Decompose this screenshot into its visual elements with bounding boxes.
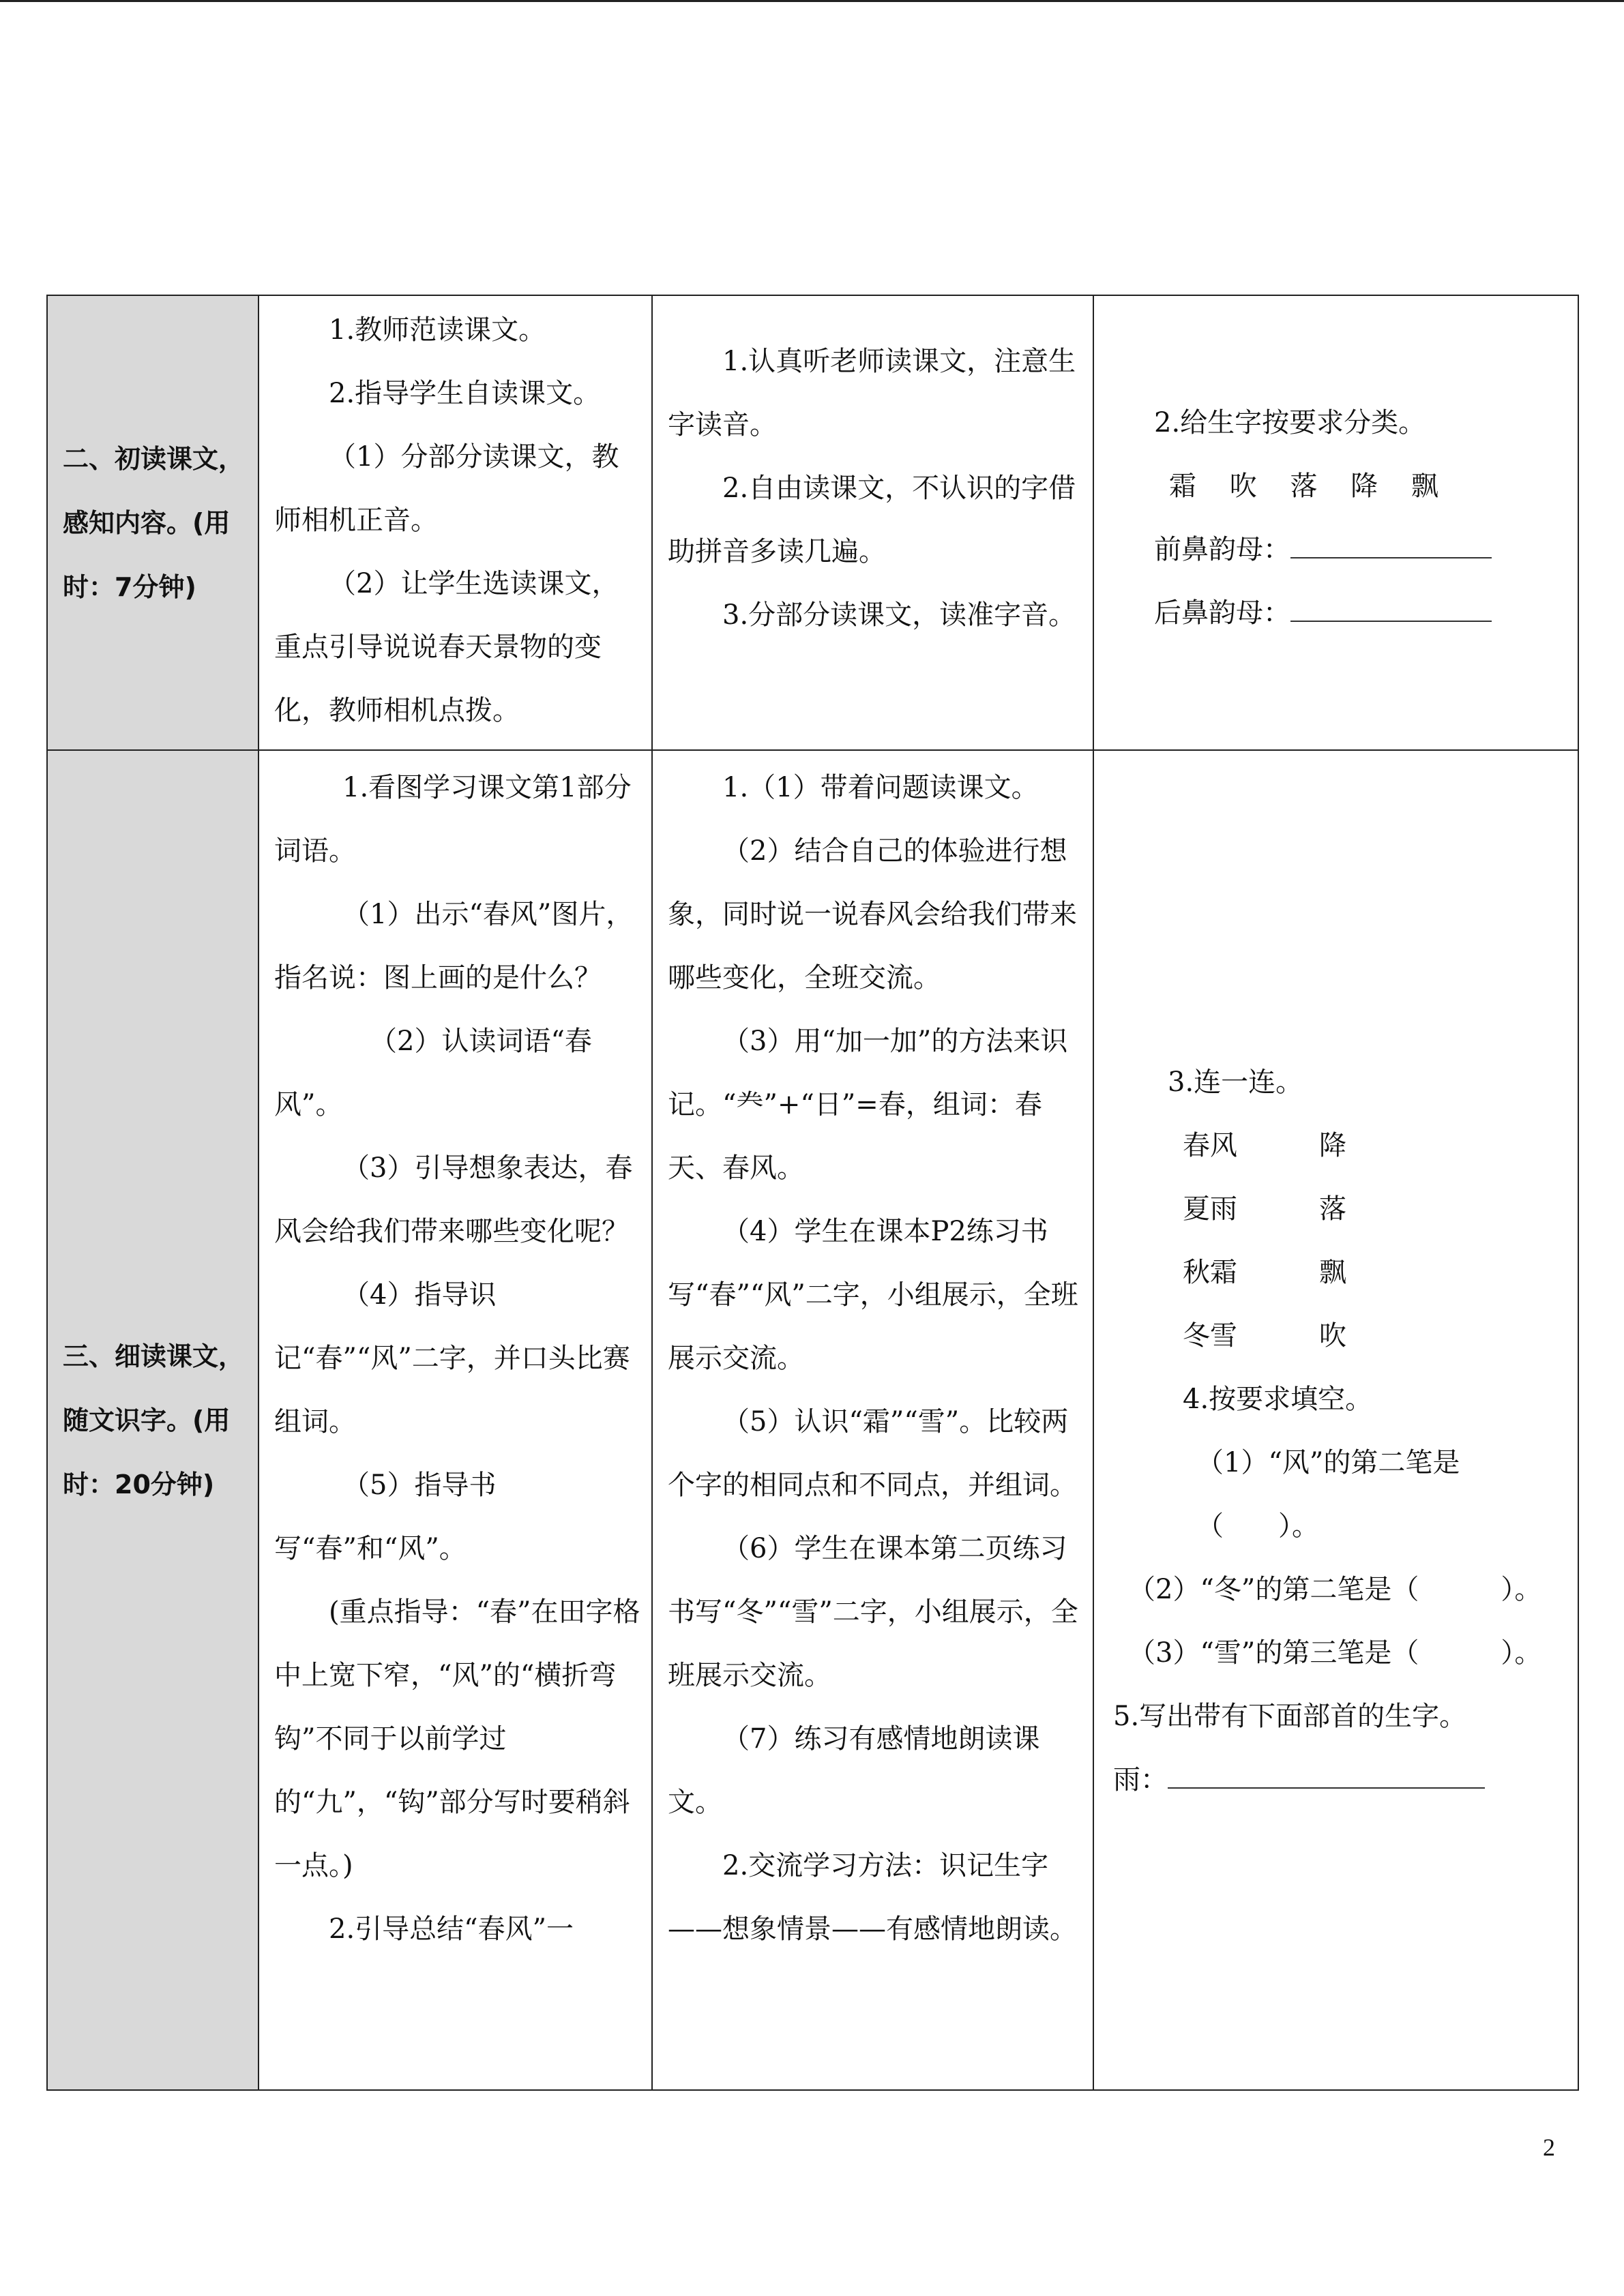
match-right[interactable]: 飘	[1319, 1257, 1346, 1288]
char-list	[1154, 455, 1564, 518]
radical-blank[interactable]	[1168, 1757, 1485, 1789]
table-row-close-reading	[47, 750, 1578, 2090]
match-left[interactable]: 春风	[1183, 1130, 1237, 1161]
student-step: （4）学生在课本P2练习书写“春”“风”二字，小组展示，全班展示交流。	[668, 1216, 1078, 1374]
stage-cell	[47, 295, 259, 750]
fill-question: （3）“雪”的第三笔是（ ）。	[1128, 1637, 1542, 1669]
teacher-step: （1）出示“春风”图片，指名说：图上画的是什么？	[274, 899, 634, 994]
teacher-step: （4）指导识记“春”“风”二字，并口头比赛组词。	[274, 1279, 630, 1437]
table-row-initial-reading	[47, 295, 1578, 750]
stage-label: 三、细读课文，随文识字。(用时：20分钟)	[63, 1341, 245, 1500]
front-nasal-label: 前鼻韵母：	[1154, 534, 1290, 565]
student-activity-cell	[652, 750, 1093, 2090]
back-nasal-label: 后鼻韵母：	[1154, 597, 1290, 629]
char-item: 落	[1290, 471, 1318, 502]
page-number: 2	[1543, 2134, 1555, 2161]
match-left[interactable]: 冬雪	[1183, 1320, 1237, 1352]
fill-question: （1）“风”的第二笔是（ ）。	[1196, 1447, 1460, 1542]
teacher-step: 2.指导学生自读课文。	[329, 378, 601, 409]
student-activity-cell	[652, 295, 1093, 750]
radical-label: 雨：	[1113, 1764, 1168, 1795]
teacher-step: 1.教师范读课文。	[329, 314, 546, 346]
teacher-step: （2）认读词语“春风”。	[274, 1026, 592, 1120]
match-title: 3.连一连。	[1168, 1067, 1303, 1098]
char-item: 飘	[1411, 471, 1438, 502]
fill-title: 4.按要求填空。	[1183, 1384, 1373, 1415]
student-step: 1.认真听老师读课文，注意生字读音。	[668, 346, 1076, 441]
teacher-step: （5）指导书写“春”和“风”。	[274, 1470, 497, 1564]
teacher-activity-cell	[259, 295, 652, 750]
match-right[interactable]: 降	[1319, 1130, 1346, 1161]
teacher-step: (重点指导：“春”在田字格中上宽下窄，“风”的“横折弯钩”不同于以前学过的“九”，“钩”部分写时要稍斜一点。)	[274, 1596, 640, 1881]
student-step: （2）结合自己的体验进行想象，同时说一说春风会给我们带来哪些变化，全班交流。	[668, 835, 1077, 994]
match-pair	[1168, 1241, 1564, 1304]
fill-question: （2）“冬”的第二笔是（ ）。	[1128, 1574, 1542, 1605]
teacher-step: （1）分部分读课文，教师相机正音。	[274, 441, 619, 536]
teacher-activity-cell	[259, 750, 652, 2090]
back-nasal-blank[interactable]	[1290, 591, 1492, 622]
radical-row	[1113, 1748, 1564, 1812]
stage-cell	[47, 750, 259, 2090]
exercise-title: 2.给生字按要求分类。	[1154, 407, 1426, 438]
student-step: 2.交流学习方法：识记生字——想象情景——有感情地朗读。	[668, 1850, 1077, 1945]
match-left[interactable]: 夏雨	[1183, 1193, 1237, 1225]
teacher-step: （3）引导想象表达，春风会给我们带来哪些变化呢？	[274, 1152, 633, 1247]
teacher-step: 2.引导总结“春风”一	[329, 1913, 574, 1945]
teacher-step: （2）让学生选读课文，重点引导说说春天景物的变化，教师相机点拨。	[274, 568, 619, 726]
student-step: （6）学生在课本第二页练习书写“冬”“雪”二字，小组展示，全班展示交流。	[668, 1533, 1078, 1691]
back-nasal-row	[1154, 582, 1564, 645]
front-nasal-blank[interactable]	[1290, 527, 1492, 558]
exercise-cell	[1093, 750, 1578, 2090]
student-step: （5）认识“霜”“雪”。比较两个字的相同点和不同点，并组词。	[668, 1406, 1077, 1501]
match-left[interactable]: 秋霜	[1183, 1257, 1237, 1288]
char-item: 霜	[1169, 471, 1196, 502]
front-nasal-row	[1154, 518, 1564, 582]
teacher-step: 1.看图学习课文第1部分词语。	[274, 772, 632, 867]
exercise-cell	[1093, 295, 1578, 750]
student-step: 3.分部分读课文，读准字音。	[722, 599, 1076, 631]
match-pair	[1168, 1178, 1564, 1241]
student-step: （7）练习有感情地朗读课文。	[668, 1723, 1040, 1818]
match-right[interactable]: 吹	[1319, 1320, 1346, 1352]
student-step: 1.（1）带着问题读课文。	[722, 772, 1039, 803]
lesson-plan-table	[46, 295, 1579, 2091]
student-step: （3）用“加一加”的方法来识记。“龹”+“日”=春，组词：春天、春风。	[668, 1026, 1068, 1184]
stage-label: 二、初读课文，感知内容。(用时：7分钟)	[63, 443, 245, 602]
char-item: 吹	[1229, 471, 1257, 502]
top-border-line	[0, 0, 1624, 2]
match-right[interactable]: 落	[1319, 1193, 1346, 1225]
char-item: 降	[1350, 471, 1378, 502]
match-pair	[1168, 1114, 1564, 1178]
student-step: 2.自由读课文，不认识的字借助拼音多读几遍。	[668, 473, 1076, 567]
match-pair	[1168, 1304, 1564, 1368]
radical-title: 5.写出带有下面部首的生字。	[1113, 1701, 1467, 1732]
